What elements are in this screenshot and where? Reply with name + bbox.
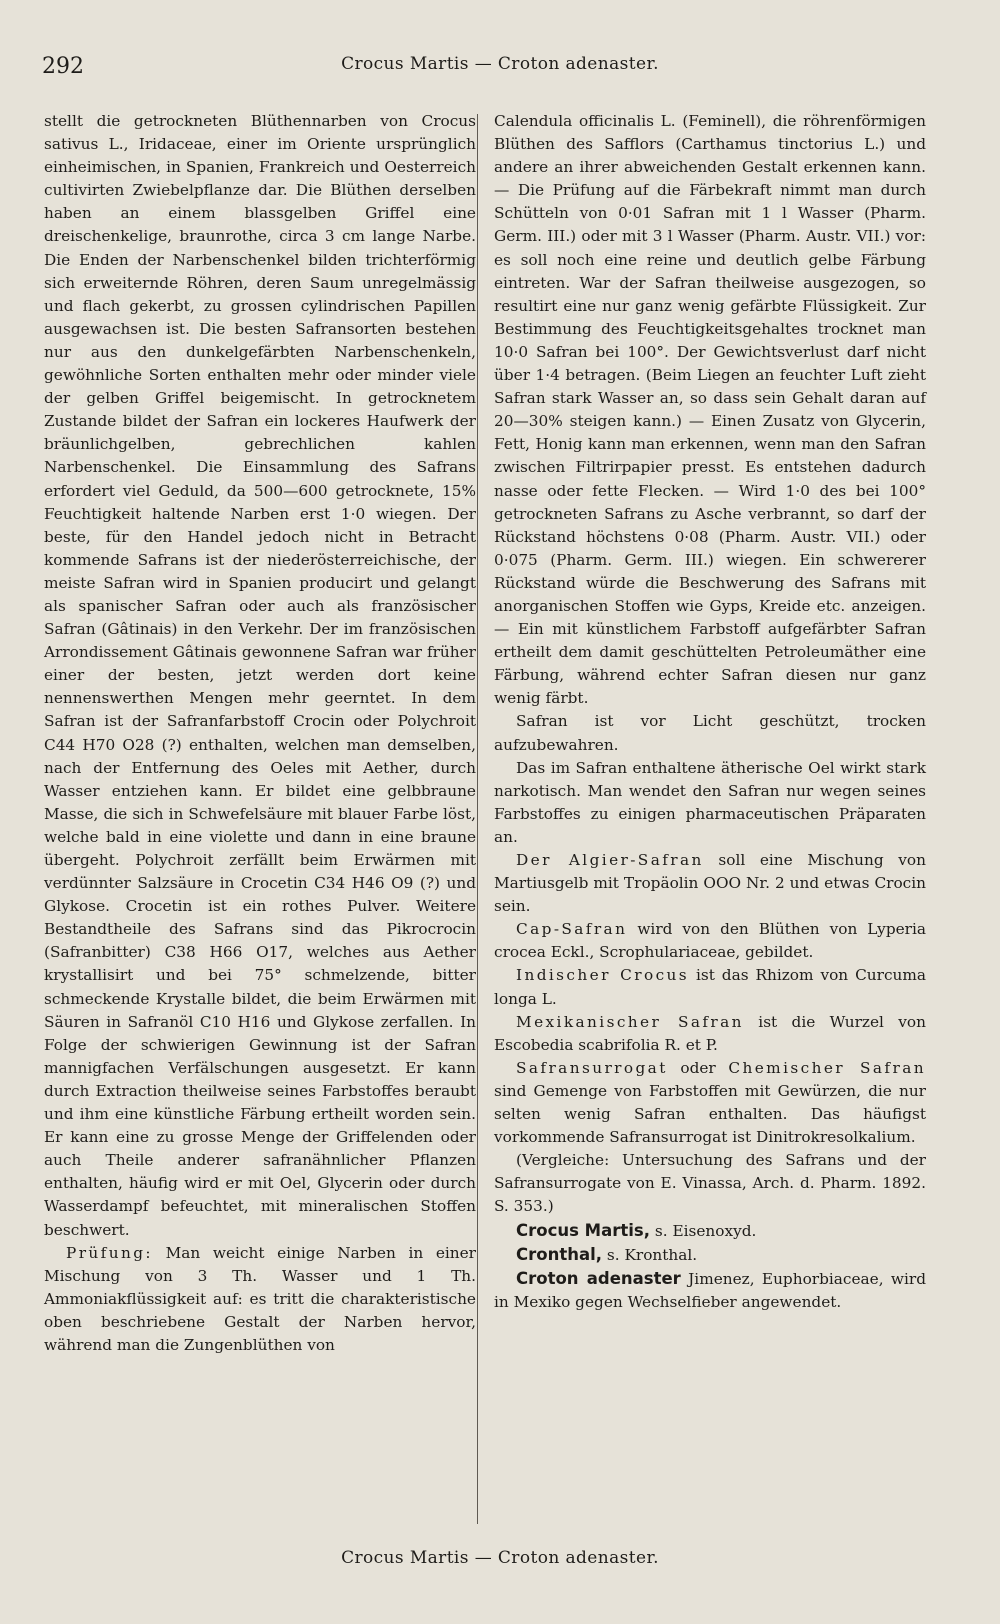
right-paragraph-surrogat bbox=[494, 1057, 926, 1149]
right-paragraph-cap bbox=[494, 918, 926, 964]
surrogat-label: Safransurrogat bbox=[516, 1058, 668, 1077]
entry-text: s. Eisenoxyd. bbox=[654, 1221, 757, 1240]
right-paragraph-algier bbox=[494, 849, 926, 918]
column-divider bbox=[477, 114, 478, 1524]
left-paragraph-main: stellt die getrockneten Blüthennarben von Crocus sativus L., Iridaceae, einer im Oriente ursprünglich einheimischen, in Spanien, Frankreich und Oesterreich cultivirten Zwiebelpflanze dar. Die Blüthen derselben haben an einem blassgelben Griffel eine dreischenkelige, braunrothe, circa 3 cm lange Narbe. Die Enden der Narbenschenkel bilden trichterförmig sich erweiternde Röhren, deren Saum unregelmässig und flach gekerbt, zu grossen cylindrischen Papillen ausgewachsen ist. Die besten Safransorten bestehen nur aus den dunkelgefärbten Narbenschenkeln, gewöhnliche Sorten enthalten mehr oder minder viele der gelben Griffel beigemischt. In getrocknetem Zustande bildet der Safran ein lockeres Haufwerk der bräunlichgelben, gebrechlichen kahlen Narbenschenkel. Die Einsammlung des Safrans erfordert viel Geduld, da 500—600 getrocknete, 15% Feuchtigkeit haltende Narben erst 1·0 wiegen. Der beste, für den Handel jedoch nicht in Betracht kommende Safrans ist der niederösterreichische, der meiste Safran wird in Spanien producirt und gelangt als spanischer Safran oder auch als französischer Safran (Gâtinais) in den Verkehr. Der im französischen Arrondissement Gâtinais gewonnene Safran war früher einer der besten, jetzt werden dort keine nennenswerthen Mengen mehr geerntet. In dem Safran ist der Safranfarbstoff Crocin oder Polychroit C44 H70 O28 (?) enthalten, welchen man demselben, nach der Entfernung des Oeles mit Aether, durch Wasser entziehen kann. Er bildet eine gelbbraune Masse, die sich in Schwefelsäure mit blauer Farbe löst, welche bald in eine violette und dann in eine braune übergeht. Polychroit zerfällt beim Erwärmen mit verdünnter Salzsäure in Crocetin C34 H46 O9 (?) und Glykose. Crocetin ist ein rothes Pulver. Weitere Bestandtheile des Safrans sind das Pikrocrocin (Safranbitter) C38 H66 O17, welches aus Aether krystallisirt und bei 75° schmelzende, bitter schmeckende Krystalle bildet, die beim Erwärmen mit Säuren in Safranöl C10 H16 und Glykose zerfallen. In Folge der schwierigen Gewinnung ist der Safran mannigfachen Verfälschungen ausgesetzt. Er kann durch Extraction theilweise seines Farbstoffes beraubt und ihm eine künstliche Färbung ertheilt worden sein. Er kann eine zu grosse Menge der Griffelenden oder auch Theile anderer safranähnlicher Pflanzen enthalten, häufig wird er mit Oel, Glycerin oder durch Wasserdampf befeuchtet, mit mineralischen Stoffen beschwert. bbox=[44, 112, 476, 1239]
page-number: 292 bbox=[42, 54, 84, 79]
right-paragraph-continuation: Calendula officinalis L. (Feminell), die röhrenförmigen Blüthen des Safflors (Carthamus tinctorius L.) und andere an ihrer abweichenden Gestalt erkennen kann. — Die Prüfung auf die Färbekraft nimmt man durch Schütteln von 0·01 Safran mit 1 l Wasser (Pharm. Germ. III.) oder mit 3 l Wasser (Pharm. Austr. VII.) vor: es soll noch eine reine und deutlich gelbe Färbung eintreten. War der Safran theilweise ausgezogen, so resultirt eine nur ganz wenig gefärbte Flüssigkeit. Zur Bestimmung des Feuchtigkeitsgehaltes trocknet man 10·0 Safran bei 100°. Der Gewichtsverlust darf nicht über 1·4 betragen. (Beim Liegen an feuchter Luft zieht Safran stark Wasser an, so dass sein Gehalt daran auf 20—30% steigen kann.) — Einen Zusatz von Glycerin, Fett, Honig kann man erkennen, wenn man den Safran zwischen Filtrirpapier presst. Es entstehen dadurch nasse oder fette Flecken. — Wird 1·0 des bei 100° getrockneten Safrans zu Asche verbrannt, so darf der Rückstand höchstens 0·08 (Pharm. Austr. VII.) oder 0·075 (Pharm. Germ. III.) wiegen. Ein schwererer Rückstand würde die Beschwerung des Safrans mit anorganischen Stoffen wie Gyps, Kreide etc. anzeigen. — Ein mit künstlichem Farbstoff aufgefärbter Safran ertheilt dem damit geschüttelten Petroleumäther eine Färbung, während echter Safran diesen nur ganz wenig färbt. bbox=[494, 112, 926, 708]
entry-text: s. Kronthal. bbox=[606, 1245, 698, 1264]
algier-label: Der Algier-Safran bbox=[516, 851, 704, 869]
entry-head: Croton adenaster bbox=[516, 1268, 681, 1288]
left-column bbox=[44, 110, 476, 1357]
indisch-text: ist das Rhizom von Curcuma longa L. bbox=[494, 966, 926, 1008]
pruefung-text: Man weicht einige Narben in einer Mischung von 3 Th. Wasser und 1 Th. Ammoniakflüssigkeit auf: es tritt die charakteristische oben beschriebene Gestalt der Narben hervor, während man die Zungenblüthen von bbox=[44, 1243, 476, 1354]
mexikanisch-text: ist die Wurzel von Escobedia scabrifolia R. et P. bbox=[494, 1012, 926, 1054]
page-footer: Crocus Martis — Croton adenaster. bbox=[341, 1548, 659, 1568]
right-column bbox=[494, 110, 926, 1314]
entry-cronthal bbox=[494, 1243, 926, 1267]
cap-text: wird von den Blüthen von Lyperia crocea Eckl., Scrophulariaceae, gebildet. bbox=[494, 920, 926, 962]
pruefung-label: Prüfung: bbox=[66, 1243, 153, 1262]
right-paragraph-storage: Safran ist vor Licht geschützt, trocken aufzubewahren. bbox=[494, 712, 926, 754]
cap-label: Cap-Safran bbox=[516, 920, 628, 939]
entry-text: Jimenez, Euphorbiaceae, wird in Mexiko gegen Wechselfieber angewendet. bbox=[494, 1269, 926, 1311]
entry-crocus-martis bbox=[494, 1219, 926, 1243]
entry-head: Cronthal, bbox=[516, 1244, 603, 1264]
entry-croton-adenaster bbox=[494, 1267, 926, 1314]
surrogat-mid: oder bbox=[680, 1058, 716, 1077]
right-paragraph-oil: Das im Safran enthaltene ätherische Oel wirkt stark narkotisch. Man wendet den Safran nur wegen seines Farbstoffes zu einigen pharmaceutischen Präparaten an. bbox=[494, 758, 926, 846]
right-paragraph-indisch bbox=[494, 964, 926, 1010]
chemisch-label: Chemischer Safran bbox=[728, 1058, 926, 1077]
left-paragraph-pruefung bbox=[44, 1242, 476, 1357]
entry-head: Crocus Martis, bbox=[516, 1220, 650, 1240]
algier-text: soll eine Mischung von Martiusgelb mit Tropäolin OOO Nr. 2 und etwas Crocin sein. bbox=[494, 851, 926, 916]
indisch-label: Indischer Crocus bbox=[516, 966, 690, 985]
mexikanisch-label: Mexikanischer Safran bbox=[516, 1012, 744, 1031]
running-header: Crocus Martis — Croton adenaster. bbox=[341, 54, 659, 74]
surrogat-text: sind Gemenge von Farbstoffen mit Gewürzen, die nur selten wenig Safran enthalten. Das häufigst vorkommende Safransurrogat ist Dinitrokresolkalium. bbox=[494, 1081, 926, 1147]
right-paragraph-mexikanisch bbox=[494, 1011, 926, 1057]
right-paragraph-reference: (Vergleiche: Untersuchung des Safrans und der Safransurrogate von E. Vinassa, Arch. d. Pharm. 1892. S. 353.) bbox=[494, 1151, 926, 1216]
